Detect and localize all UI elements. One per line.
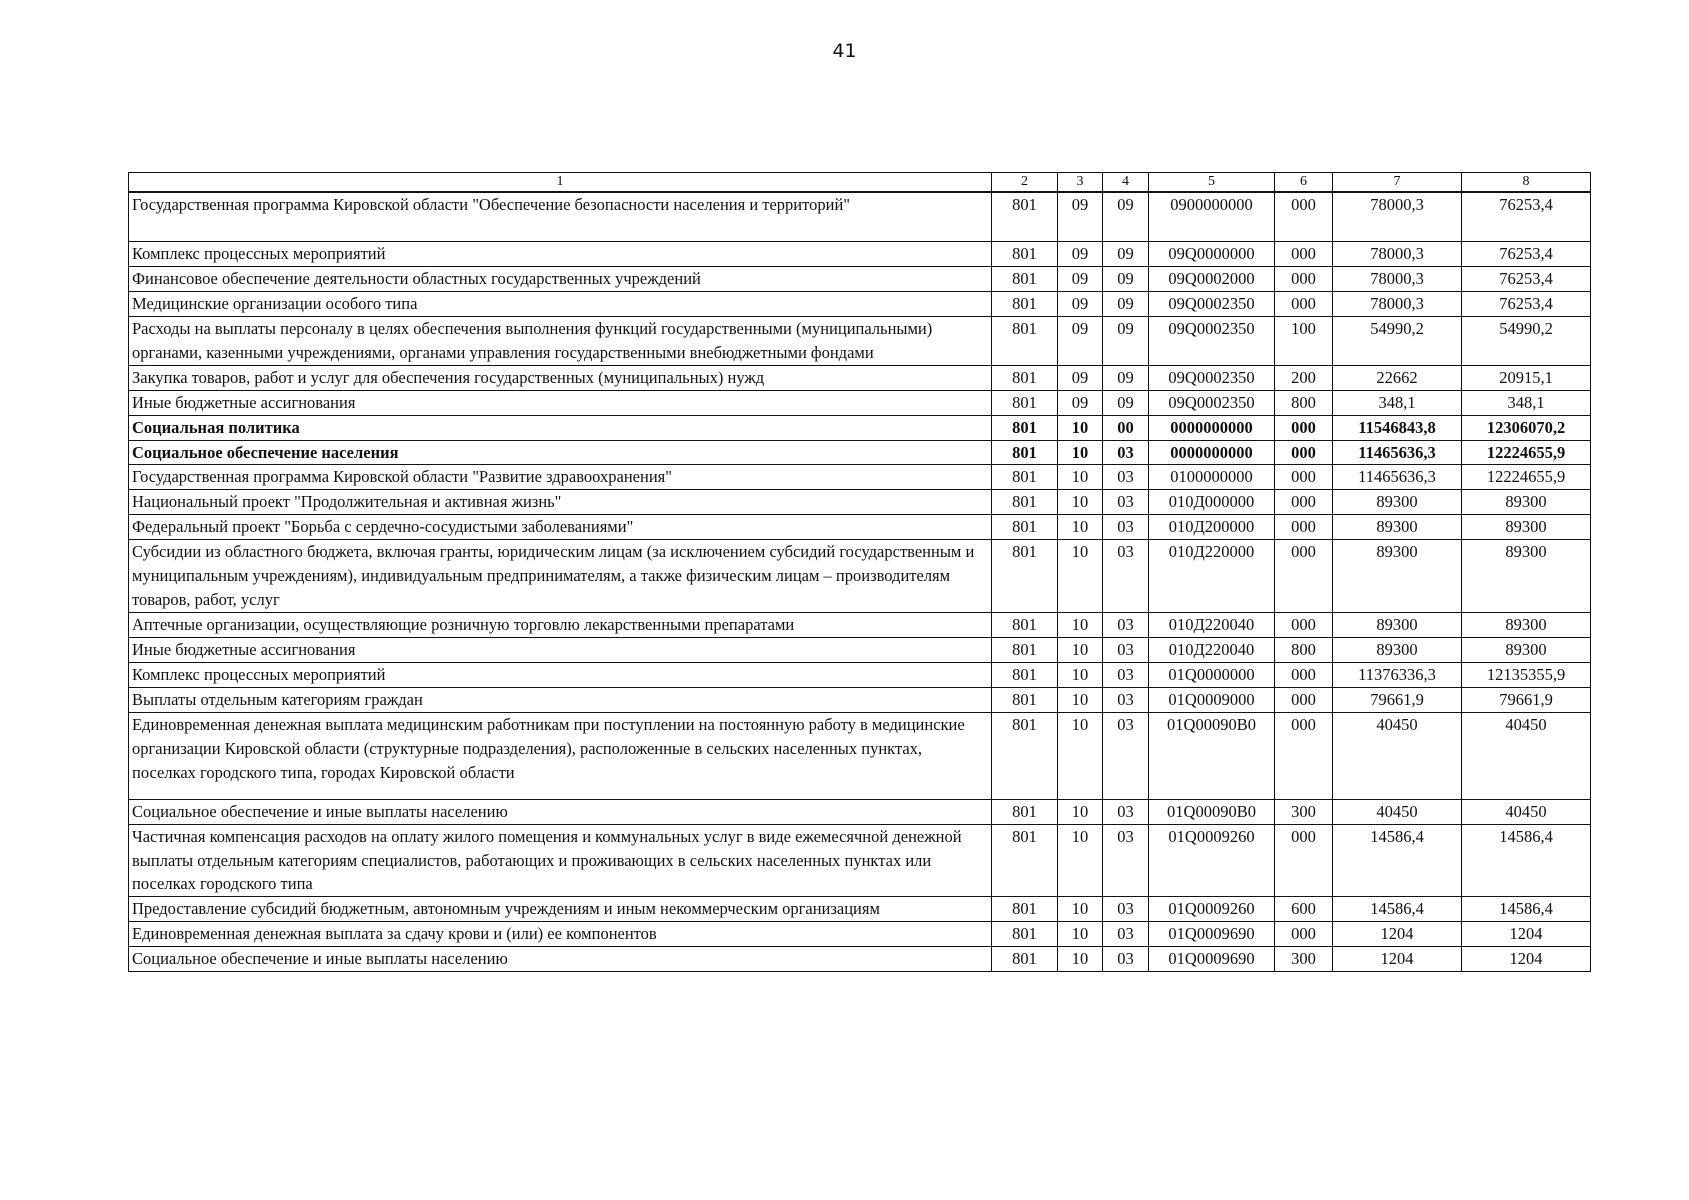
- row-name: Социальная политика: [129, 415, 992, 440]
- cell-col2: 801: [992, 365, 1058, 390]
- cell-col5: 01Q00090B0: [1149, 799, 1275, 824]
- cell-col4: 09: [1103, 242, 1149, 267]
- cell-col5: 09Q0002350: [1149, 292, 1275, 317]
- row-name: Федеральный проект "Борьба с сердечно-сосудистыми заболеваниями": [129, 515, 992, 540]
- cell-col5: 09Q0000000: [1149, 242, 1275, 267]
- cell-col7: 89300: [1333, 637, 1462, 662]
- table-row: [129, 490, 1591, 515]
- cell-col2: 801: [992, 242, 1058, 267]
- cell-col5: 09Q0002350: [1149, 390, 1275, 415]
- cell-col6: 000: [1275, 292, 1333, 317]
- cell-col5: 0000000000: [1149, 440, 1275, 465]
- cell-col7: 11546843,8: [1333, 415, 1462, 440]
- table-row: [129, 824, 1591, 897]
- cell-col2: 801: [992, 440, 1058, 465]
- row-name: Комплекс процессных мероприятий: [129, 242, 992, 267]
- cell-col5: 0000000000: [1149, 415, 1275, 440]
- cell-col8: 1204: [1462, 947, 1591, 972]
- cell-col2: 801: [992, 490, 1058, 515]
- cell-col6: 000: [1275, 922, 1333, 947]
- cell-col6: 000: [1275, 242, 1333, 267]
- cell-col4: 03: [1103, 824, 1149, 897]
- cell-col3: 09: [1058, 390, 1103, 415]
- row-name: Социальное обеспечение населения: [129, 440, 992, 465]
- cell-col4: 09: [1103, 365, 1149, 390]
- cell-col8: 12224655,9: [1462, 465, 1591, 490]
- cell-col6: 000: [1275, 415, 1333, 440]
- cell-col8: 40450: [1462, 712, 1591, 799]
- column-header: 1: [129, 173, 992, 193]
- cell-col3: 10: [1058, 637, 1103, 662]
- table-row: [129, 192, 1591, 242]
- cell-col4: 03: [1103, 515, 1149, 540]
- cell-col7: 14586,4: [1333, 897, 1462, 922]
- cell-col5: 01Q0009690: [1149, 947, 1275, 972]
- cell-col5: 010Д220040: [1149, 637, 1275, 662]
- cell-col4: 03: [1103, 490, 1149, 515]
- row-name: Социальное обеспечение и иные выплаты населению: [129, 947, 992, 972]
- cell-col6: 000: [1275, 687, 1333, 712]
- cell-col6: 000: [1275, 824, 1333, 897]
- table-row: [129, 316, 1591, 365]
- cell-col6: 000: [1275, 465, 1333, 490]
- row-name: Расходы на выплаты персоналу в целях обеспечения выполнения функций государственными (муниципальными) органами, казенными учреждениями, органами управления государственными внебюджетными фондами: [129, 316, 992, 365]
- cell-col5: 0900000000: [1149, 192, 1275, 242]
- cell-col4: 03: [1103, 687, 1149, 712]
- row-name: Государственная программа Кировской области "Обеспечение безопасности населения и территорий": [129, 192, 992, 242]
- cell-col8: 14586,4: [1462, 897, 1591, 922]
- cell-col3: 10: [1058, 440, 1103, 465]
- cell-col3: 09: [1058, 365, 1103, 390]
- page-number: 41: [832, 40, 857, 62]
- cell-col8: 40450: [1462, 799, 1591, 824]
- cell-col4: 09: [1103, 292, 1149, 317]
- cell-col7: 89300: [1333, 515, 1462, 540]
- cell-col8: 54990,2: [1462, 316, 1591, 365]
- cell-col4: 03: [1103, 440, 1149, 465]
- cell-col3: 09: [1058, 316, 1103, 365]
- cell-col2: 801: [992, 540, 1058, 613]
- cell-col6: 000: [1275, 192, 1333, 242]
- cell-col2: 801: [992, 897, 1058, 922]
- row-name: Иные бюджетные ассигнования: [129, 390, 992, 415]
- row-name: Частичная компенсация расходов на оплату жилого помещения и коммунальных услуг в виде ежемесячной денежной выплаты отдельным категориям специалистов, работающих и проживающих в сельских населенных пунктах или поселках городского типа: [129, 824, 992, 897]
- cell-col3: 10: [1058, 540, 1103, 613]
- cell-col8: 89300: [1462, 613, 1591, 638]
- cell-col5: 09Q0002350: [1149, 365, 1275, 390]
- column-header: 4: [1103, 173, 1149, 193]
- cell-col8: 12306070,2: [1462, 415, 1591, 440]
- cell-col3: 10: [1058, 947, 1103, 972]
- cell-col5: 09Q0002350: [1149, 316, 1275, 365]
- cell-col7: 348,1: [1333, 390, 1462, 415]
- cell-col6: 000: [1275, 440, 1333, 465]
- cell-col8: 79661,9: [1462, 687, 1591, 712]
- cell-col7: 78000,3: [1333, 192, 1462, 242]
- table-row: [129, 687, 1591, 712]
- cell-col8: 1204: [1462, 922, 1591, 947]
- cell-col7: 79661,9: [1333, 687, 1462, 712]
- cell-col4: 09: [1103, 192, 1149, 242]
- table-row: [129, 922, 1591, 947]
- cell-col8: 89300: [1462, 637, 1591, 662]
- cell-col2: 801: [992, 662, 1058, 687]
- cell-col4: 03: [1103, 799, 1149, 824]
- column-header: 6: [1275, 173, 1333, 193]
- row-name: Субсидии из областного бюджета, включая гранты, юридическим лицам (за исключением субсидий государственным и муниципальным учреждениям), индивидуальным предпринимателям, а также физическим лицам – производителям товаров, работ, услуг: [129, 540, 992, 613]
- column-header: 8: [1462, 173, 1591, 193]
- cell-col6: 000: [1275, 613, 1333, 638]
- column-header: 2: [992, 173, 1058, 193]
- cell-col3: 10: [1058, 922, 1103, 947]
- cell-col4: 03: [1103, 897, 1149, 922]
- cell-col3: 10: [1058, 465, 1103, 490]
- cell-col4: 03: [1103, 947, 1149, 972]
- cell-col6: 000: [1275, 662, 1333, 687]
- table-row: [129, 390, 1591, 415]
- row-name: Закупка товаров, работ и услуг для обеспечения государственных (муниципальных) нужд: [129, 365, 992, 390]
- table-row: [129, 897, 1591, 922]
- cell-col3: 10: [1058, 613, 1103, 638]
- cell-col6: 200: [1275, 365, 1333, 390]
- cell-col6: 000: [1275, 490, 1333, 515]
- cell-col6: 000: [1275, 267, 1333, 292]
- cell-col7: 89300: [1333, 490, 1462, 515]
- cell-col8: 14586,4: [1462, 824, 1591, 897]
- cell-col2: 801: [992, 687, 1058, 712]
- cell-col8: 89300: [1462, 540, 1591, 613]
- cell-col6: 000: [1275, 540, 1333, 613]
- table-row: [129, 712, 1591, 799]
- cell-col8: 76253,4: [1462, 292, 1591, 317]
- cell-col8: 76253,4: [1462, 267, 1591, 292]
- cell-col3: 10: [1058, 662, 1103, 687]
- table-row: [129, 515, 1591, 540]
- table-row: [129, 267, 1591, 292]
- cell-col5: 01Q0009690: [1149, 922, 1275, 947]
- cell-col2: 801: [992, 192, 1058, 242]
- column-header: 7: [1333, 173, 1462, 193]
- cell-col2: 801: [992, 799, 1058, 824]
- cell-col4: 03: [1103, 540, 1149, 613]
- cell-col2: 801: [992, 613, 1058, 638]
- row-name: Медицинские организации особого типа: [129, 292, 992, 317]
- cell-col6: 300: [1275, 799, 1333, 824]
- cell-col5: 01Q0000000: [1149, 662, 1275, 687]
- cell-col2: 801: [992, 515, 1058, 540]
- cell-col3: 09: [1058, 292, 1103, 317]
- row-name: Предоставление субсидий бюджетным, автономным учреждениям и иным некоммерческим организациям: [129, 897, 992, 922]
- cell-col3: 10: [1058, 824, 1103, 897]
- column-header: 5: [1149, 173, 1275, 193]
- table-row: [129, 415, 1591, 440]
- cell-col2: 801: [992, 824, 1058, 897]
- cell-col5: 01Q0009260: [1149, 897, 1275, 922]
- cell-col7: 11465636,3: [1333, 465, 1462, 490]
- cell-col8: 76253,4: [1462, 192, 1591, 242]
- cell-col7: 40450: [1333, 712, 1462, 799]
- cell-col2: 801: [992, 712, 1058, 799]
- cell-col8: 89300: [1462, 515, 1591, 540]
- cell-col3: 10: [1058, 897, 1103, 922]
- row-name: Национальный проект "Продолжительная и активная жизнь": [129, 490, 992, 515]
- cell-col2: 801: [992, 292, 1058, 317]
- cell-col4: 03: [1103, 712, 1149, 799]
- cell-col7: 40450: [1333, 799, 1462, 824]
- cell-col2: 801: [992, 267, 1058, 292]
- row-name: Государственная программа Кировской области "Развитие здравоохранения": [129, 465, 992, 490]
- row-name: Единовременная денежная выплата медицинским работникам при поступлении на постоянную работу в медицинские организации Кировской области (структурные подразделения), расположенные в сельских населенных пунктах, поселках городского типа, городах Кировской области: [129, 712, 992, 799]
- cell-col3: 10: [1058, 490, 1103, 515]
- cell-col5: 09Q0002000: [1149, 267, 1275, 292]
- cell-col5: 01Q0009000: [1149, 687, 1275, 712]
- cell-col8: 12224655,9: [1462, 440, 1591, 465]
- row-name: Финансовое обеспечение деятельности областных государственных учреждений: [129, 267, 992, 292]
- cell-col7: 78000,3: [1333, 292, 1462, 317]
- cell-col5: 010Д000000: [1149, 490, 1275, 515]
- table-row: [129, 465, 1591, 490]
- cell-col7: 11376336,3: [1333, 662, 1462, 687]
- cell-col3: 09: [1058, 242, 1103, 267]
- cell-col4: 03: [1103, 662, 1149, 687]
- cell-col7: 11465636,3: [1333, 440, 1462, 465]
- cell-col8: 348,1: [1462, 390, 1591, 415]
- cell-col6: 100: [1275, 316, 1333, 365]
- cell-col5: 010Д220000: [1149, 540, 1275, 613]
- cell-col4: 00: [1103, 415, 1149, 440]
- cell-col2: 801: [992, 415, 1058, 440]
- cell-col4: 09: [1103, 267, 1149, 292]
- cell-col3: 09: [1058, 192, 1103, 242]
- cell-col5: 010Д200000: [1149, 515, 1275, 540]
- cell-col2: 801: [992, 637, 1058, 662]
- cell-col7: 22662: [1333, 365, 1462, 390]
- row-name: Аптечные организации, осуществляющие розничную торговлю лекарственными препаратами: [129, 613, 992, 638]
- table-row: [129, 947, 1591, 972]
- table-row: [129, 242, 1591, 267]
- cell-col4: 03: [1103, 613, 1149, 638]
- table-row: [129, 637, 1591, 662]
- cell-col3: 10: [1058, 712, 1103, 799]
- cell-col3: 10: [1058, 687, 1103, 712]
- cell-col2: 801: [992, 316, 1058, 365]
- cell-col6: 800: [1275, 390, 1333, 415]
- cell-col3: 10: [1058, 415, 1103, 440]
- cell-col3: 09: [1058, 267, 1103, 292]
- cell-col8: 89300: [1462, 490, 1591, 515]
- cell-col3: 10: [1058, 799, 1103, 824]
- cell-col7: 1204: [1333, 922, 1462, 947]
- cell-col7: 89300: [1333, 540, 1462, 613]
- row-name: Выплаты отдельным категориям граждан: [129, 687, 992, 712]
- column-header: 3: [1058, 173, 1103, 193]
- table-row: [129, 799, 1591, 824]
- budget-table: [128, 172, 1591, 972]
- cell-col8: 20915,1: [1462, 365, 1591, 390]
- cell-col5: 0100000000: [1149, 465, 1275, 490]
- cell-col5: 010Д220040: [1149, 613, 1275, 638]
- cell-col4: 03: [1103, 637, 1149, 662]
- cell-col3: 10: [1058, 515, 1103, 540]
- cell-col7: 78000,3: [1333, 242, 1462, 267]
- row-name: Единовременная денежная выплата за сдачу крови и (или) ее компонентов: [129, 922, 992, 947]
- cell-col4: 03: [1103, 465, 1149, 490]
- cell-col4: 09: [1103, 390, 1149, 415]
- cell-col4: 09: [1103, 316, 1149, 365]
- cell-col2: 801: [992, 390, 1058, 415]
- cell-col5: 01Q0009260: [1149, 824, 1275, 897]
- cell-col2: 801: [992, 465, 1058, 490]
- cell-col4: 03: [1103, 922, 1149, 947]
- cell-col7: 14586,4: [1333, 824, 1462, 897]
- cell-col7: 78000,3: [1333, 267, 1462, 292]
- header-row: [129, 173, 1591, 193]
- cell-col8: 12135355,9: [1462, 662, 1591, 687]
- table-row: [129, 662, 1591, 687]
- table-row: [129, 440, 1591, 465]
- row-name: Комплекс процессных мероприятий: [129, 662, 992, 687]
- cell-col6: 300: [1275, 947, 1333, 972]
- cell-col8: 76253,4: [1462, 242, 1591, 267]
- table-row: [129, 540, 1591, 613]
- table-row: [129, 613, 1591, 638]
- table-row: [129, 292, 1591, 317]
- cell-col6: 800: [1275, 637, 1333, 662]
- cell-col2: 801: [992, 922, 1058, 947]
- cell-col6: 000: [1275, 515, 1333, 540]
- row-name: Иные бюджетные ассигнования: [129, 637, 992, 662]
- cell-col7: 89300: [1333, 613, 1462, 638]
- cell-col5: 01Q00090B0: [1149, 712, 1275, 799]
- table-row: [129, 365, 1591, 390]
- cell-col7: 1204: [1333, 947, 1462, 972]
- cell-col2: 801: [992, 947, 1058, 972]
- cell-col7: 54990,2: [1333, 316, 1462, 365]
- row-name: Социальное обеспечение и иные выплаты населению: [129, 799, 992, 824]
- cell-col6: 600: [1275, 897, 1333, 922]
- cell-col6: 000: [1275, 712, 1333, 799]
